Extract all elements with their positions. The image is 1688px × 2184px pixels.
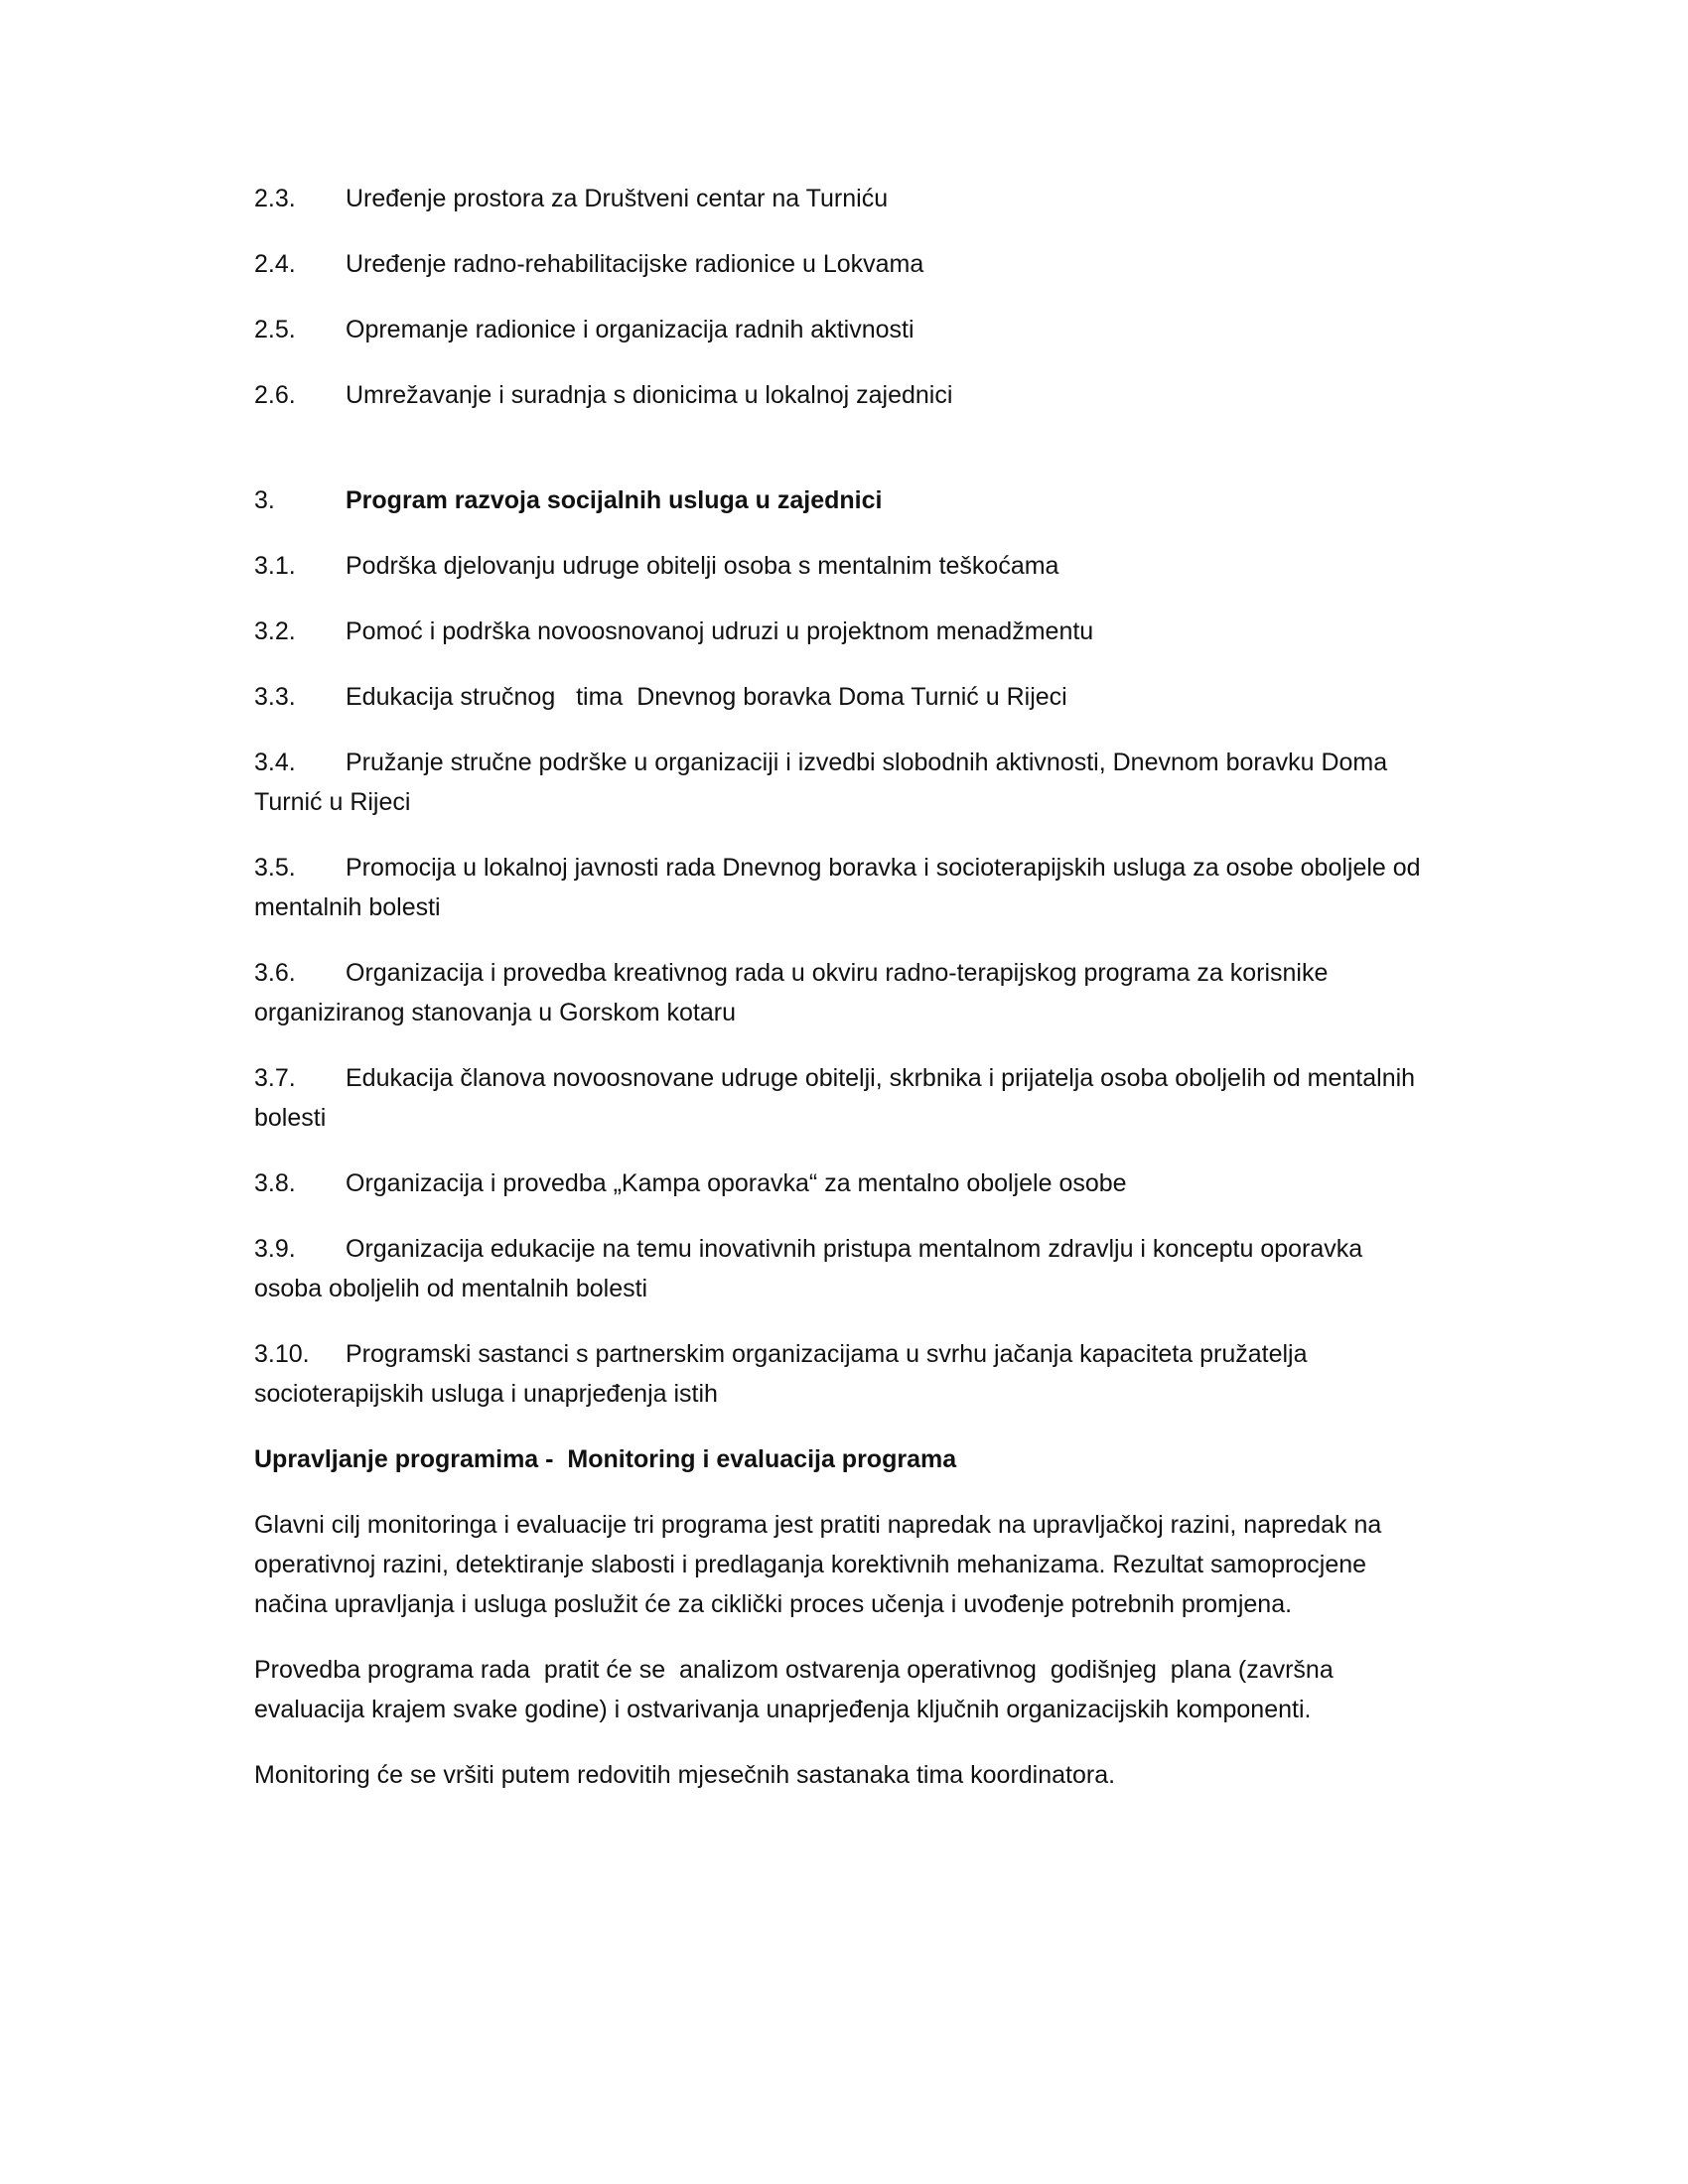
- management-paragraph-3: Monitoring će se vršiti putem redovitih mjesečnih sastanaka tima koordinatora.: [254, 1761, 1116, 1789]
- list-item-3-6: [254, 953, 1426, 1032]
- list-item-2-5: [254, 310, 1426, 349]
- list-item-3-3: [254, 677, 1426, 717]
- item-text: Programski sastanci s partnerskim organizacijama u svrhu jačanja kapaciteta pružatelja socioterapijskih usluga i unaprjeđenja istih: [254, 1340, 1308, 1408]
- item-text: Pružanje stručne podrške u organizaciji i izvedbi slobodnih aktivnosti, Dnevnom boravku Doma Turnić u Rijeci: [254, 749, 1388, 816]
- item-text: Edukacija stručnog tima Dnevnog boravka Doma Turnić u Rijeci: [346, 683, 1067, 711]
- management-paragraph-1: Glavni cilj monitoringa i evaluacije tri programa jest pratiti napredak na upravljačkoj razini, napredak na operativnoj razini, detektiranje slabosti i predlaganja korektivnih mehanizama. Rezultat samoprocjene načina upravljanja i usluga poslužit će za ciklički proces učenja i uvođenje potrebnih promjena.: [254, 1511, 1382, 1618]
- list-item-3-9: [254, 1229, 1426, 1308]
- section-number: 3.: [254, 486, 275, 514]
- section-3-heading: [254, 480, 1426, 520]
- item-number: 3.8.: [254, 1169, 296, 1197]
- item-text: Promocija u lokalnoj javnosti rada Dnevnog boravka i socioterapijskih usluga za osobe oboljele od mentalnih bolesti: [254, 854, 1421, 921]
- list-item-3-5: [254, 848, 1426, 927]
- section-title: Program razvoja socijalnih usluga u zajednici: [346, 486, 883, 514]
- item-text: Organizacija i provedba kreativnog rada u okviru radno-terapijskog programa za korisnike organiziranog stanovanja u Gorskom kotaru: [254, 959, 1329, 1026]
- list-item-2-6: [254, 375, 1426, 415]
- item-number: 3.7.: [254, 1064, 296, 1092]
- item-text: Organizacija edukacije na temu inovativnih pristupa mentalnom zdravlju i konceptu oporavka osoba oboljelih od mentalnih bolesti: [254, 1235, 1363, 1302]
- list-item-3-2: [254, 612, 1426, 651]
- item-text: Opremanje radionice i organizacija radnih aktivnosti: [346, 316, 914, 343]
- item-text: Pomoć i podrška novoosnovanoj udruzi u projektnom menadžmentu: [346, 617, 1094, 645]
- management-paragraph-2: Provedba programa rada pratit će se analizom ostvarenja operativnog godišnjeg plana (završna evaluacija krajem svake godine) i ostvarivanja unaprjeđenja ključnih organizacijskih komponenti.: [254, 1656, 1340, 1723]
- item-text: Uređenje prostora za Društveni centar na Turniću: [346, 185, 889, 212]
- item-number: 2.5.: [254, 316, 296, 343]
- item-number: 2.6.: [254, 381, 296, 409]
- item-number: 2.4.: [254, 250, 296, 278]
- item-number: 3.9.: [254, 1235, 296, 1263]
- list-item-2-4: [254, 244, 1426, 284]
- list-item-3-1: [254, 546, 1426, 586]
- item-text: Umrežavanje i suradnja s dionicima u lokalnoj zajednici: [346, 381, 953, 409]
- item-text: Podrška djelovanju udruge obitelji osoba s mentalnim teškoćama: [346, 552, 1059, 580]
- item-number: 3.5.: [254, 854, 296, 882]
- document-content: [254, 179, 1426, 1821]
- list-item-3-8: [254, 1163, 1426, 1203]
- item-number: 3.1.: [254, 552, 296, 580]
- list-item-3-7: [254, 1058, 1426, 1138]
- item-text: Organizacija i provedba „Kampa oporavka“ za mentalno oboljele osobe: [346, 1169, 1127, 1197]
- item-number: 3.2.: [254, 617, 296, 645]
- management-heading: Upravljanje programima - Monitoring i evaluacija programa: [254, 1445, 957, 1473]
- item-number: 3.6.: [254, 959, 296, 987]
- item-number: 3.4.: [254, 749, 296, 776]
- item-number: 2.3.: [254, 185, 296, 212]
- list-item-2-3: [254, 179, 1426, 218]
- item-text: Uređenje radno-rehabilitacijske radionice u Lokvama: [346, 250, 924, 278]
- list-item-3-4: [254, 743, 1426, 822]
- list-item-3-10: [254, 1334, 1426, 1414]
- item-number: 3.10.: [254, 1340, 310, 1368]
- item-text: Edukacija članova novoosnovane udruge obitelji, skrbnika i prijatelja osoba oboljelih od mentalnih bolesti: [254, 1064, 1416, 1132]
- item-number: 3.3.: [254, 683, 296, 711]
